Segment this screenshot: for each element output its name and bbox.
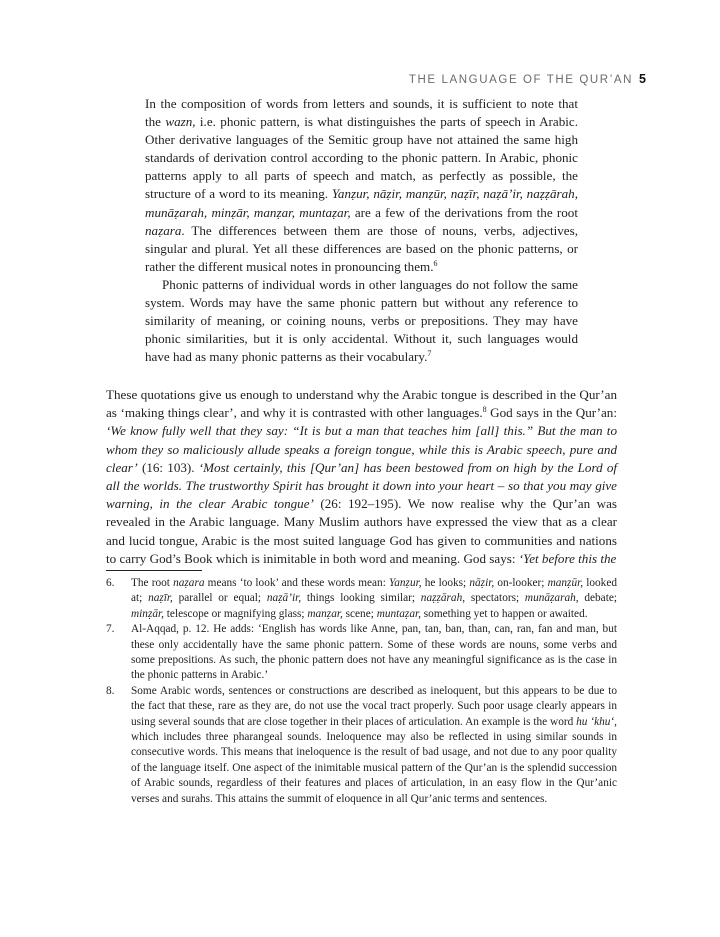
derivation-list: Yanẓur, nāẓir, manẓūr, naẓīr, naẓā’ir, naẓẓārah, munāẓarah, minẓār, manẓar, muntaẓar,: [145, 186, 578, 220]
footnote-number: 6.: [106, 577, 115, 589]
blockquote-paragraph-2: Phonic patterns of individual words in other languages do not follow the same system. Words may have the same phonic pattern but without any reference to similarity of meaning, or coining nouns, verbs or prepositions. They may have phonic similarities, but it is only accidental. Without it, such languages would have had as many phonic patterns as their vocabulary.$^7$: [145, 276, 578, 365]
footnote-text: Some Arabic words, sentences or constructions are described as ineloquent, but this appears to be due to the fact that these, rare as they are, do not use the vocal tract properly. Such poor usage clearly appears in using several sounds that are close together in their places of articulation. An example is the word hu ‘khu‘, which includes three pharangeal sounds. Ineloquence may also be reflected in using similar sounds in consecutive words. This means that ineloquence is the result of bad usage, and not due to any poor quality of the language itself. One aspect of the inimitable musical pattern of the Qur’an is the splendid succession of Arabic sounds, regardless of their features and places of articulation, in an easy flow in the Qur’anic verses and surahs. This attains the summit of eloquence in all Qur’anic terms and sentences.: [131, 684, 617, 805]
block-quotation: [145, 95, 578, 366]
quran-quote-continued: ‘Yet before this the: [518, 550, 617, 566]
running-head: [409, 72, 646, 86]
term-wazn: wazn,: [165, 114, 196, 130]
footnote-ref-8[interactable]: 8: [482, 405, 487, 415]
footnote-number: 8.: [106, 684, 115, 697]
root-term: naẓara: [145, 222, 182, 238]
body-text: [106, 386, 617, 568]
footnotes: [106, 576, 617, 807]
blockquote-paragraph-1: In the composition of words from letters and sounds, it is sufficient to note that the wazn, i.e. phonic pattern, is what distinguishes the parts of speech in Arabic. Other derivative languages of the Semitic group have not attained the same high standards of derivation control according to the phonic pattern. In Arabic, phonic patterns apply to all parts of speech and match, as perfectly as possible, the structure of a word to its meaning. Yanẓur, nāẓir, manẓūr, naẓīr, naẓā’ir, naẓẓārah, munāẓarah, minẓār, manẓar, muntaẓar, are a few of the derivations from the root naẓara. The differences between them are those of nouns, verbs, adjectives, singular and plural. Yet all these differences are based on the phonic patterns, or rather the different musical notes in pronouncing them.$^6$: [145, 96, 578, 274]
body-paragraph: These quotations give us enough to understand why the Arabic tongue is described in the Qur’an as ‘making things clear’, and why it is contrasted with other languages.$^8$ God says in the Qur’an: ‘We know fully well that they say: “It is but a man that teaches him [all] this.” But the man to whom they so maliciously allude speaks a foreign tongue, while this is Arabic speech, pure and clear’ (16: 103). ‘Most certainly, this [Qur’an] has been bestowed from on high by the Lord of all the worlds. The trustworthy Spirit has brought it down into your heart – so that you may give warning, in the clear Arabic tongue’ (26: 192–195). We now realise why the Qur’an was revealed in the Arabic language. Many Muslim authors have expressed the view that as a clear and lucid tongue, Arabic is the most suited language God has given to communities and nations to carry God’s Book which is inimitable in both word and meaning. God says: ‘Yet before this the: [106, 387, 618, 566]
footnote-6: [106, 576, 617, 622]
footnote-text: Al-Aqqad, p. 12. He adds: ‘English has words like Anne, pan, tan, ban, than, can, ran, fan and man, but these only accidentally have the same phonic pattern. Some of these words are nouns, some verbs and some prepositions. As such, the phonic pattern does not have any meaningful significance as is the case in the phonic patterns in Arabic.’: [131, 623, 617, 682]
footnote-number: 7.: [106, 623, 115, 636]
footnote-separator: [106, 570, 202, 571]
footnote-ref-6[interactable]: 6: [433, 258, 438, 268]
quran-quote-16-103: ‘We know fully well that they say: “It is but a man that teaches him [all] this.” But the man to whom they so maliciously allude speaks a foreign tongue, while this is Arabic speech, pure and clear’: [106, 423, 617, 475]
running-title: THE LANGUAGE OF THE QUR’AN: [408, 74, 634, 86]
footnote-8: [106, 684, 617, 807]
page-number: 5: [639, 72, 646, 86]
footnote-ref-7[interactable]: 7: [427, 349, 432, 359]
footnote-7: [106, 622, 617, 684]
quran-quote-26-192: ‘Most certainly, this [Qur’an] has been bestowed from on high by the Lord of all the worlds. The trustworthy Spirit has brought it down into your heart – so that you may give warning, in the clear Arabic tongue’: [106, 459, 618, 512]
footnote-text: The root naẓara means ‘to look’ and these words mean: Yanẓur, he looks; nāẓir, on-looker; manẓūr, looked at; naẓīr, parallel or equal; naẓā’ir, things looking similar; naẓẓārah, spectators; munāẓarah, debate; minẓār, telescope or magnifying glass; manẓar, scene; muntaẓar, something yet to happen or awaited.: [131, 577, 617, 620]
